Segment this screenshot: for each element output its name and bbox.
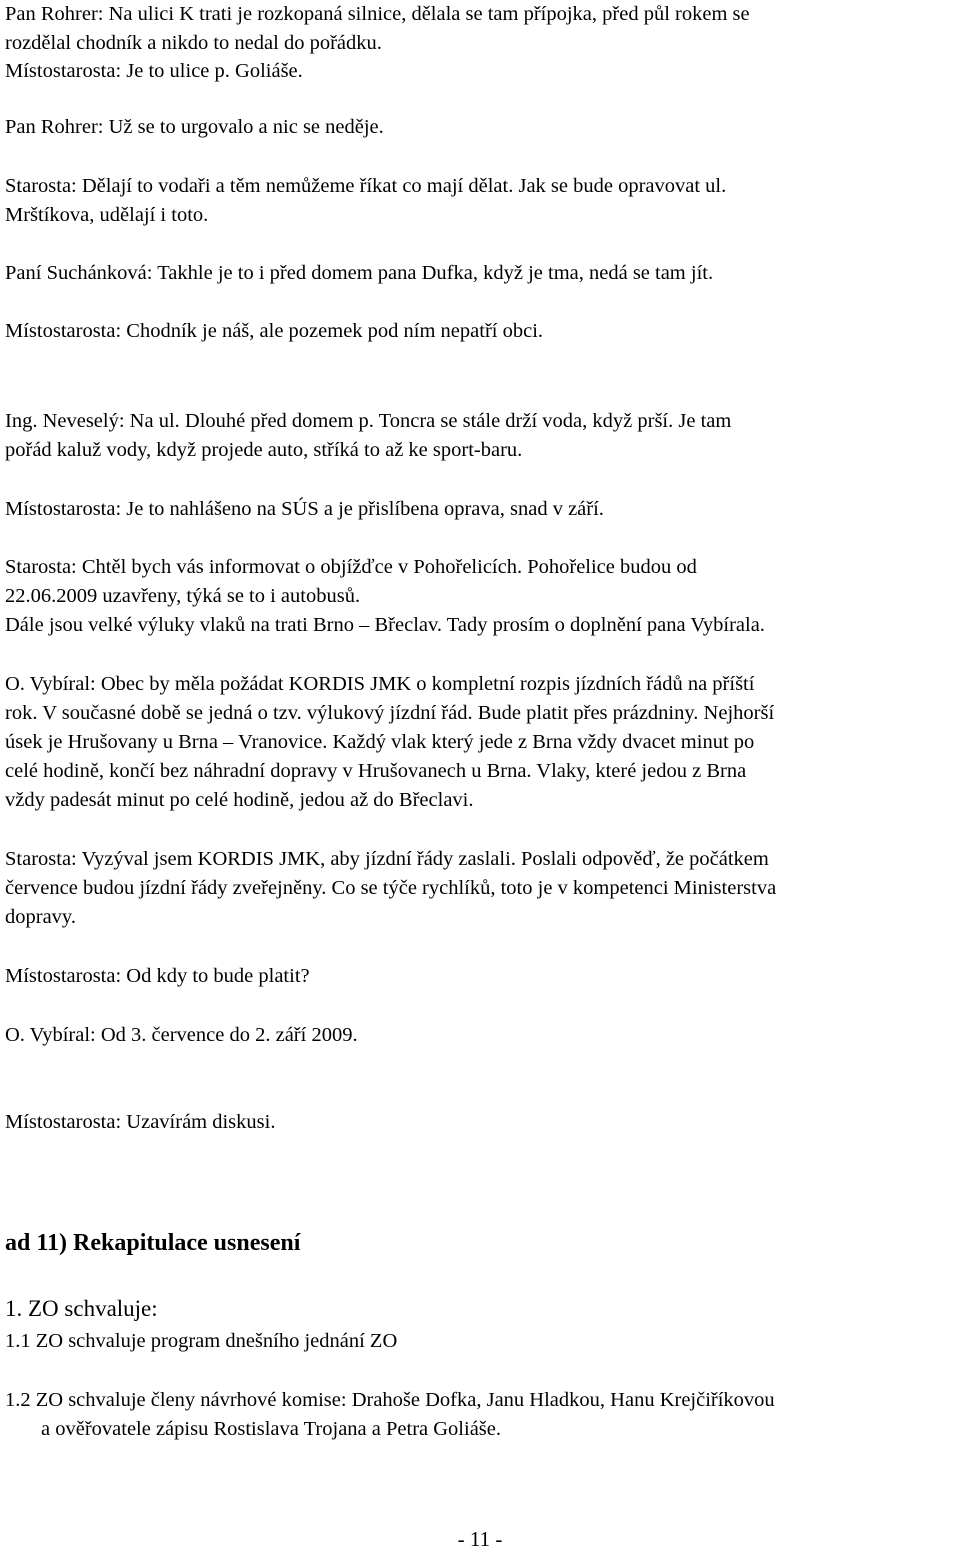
text-line: Místostarosta: Je to nahlášeno na SÚS a je přislíbena oprava, snad v září. [5, 498, 604, 520]
paragraph [5, 407, 731, 465]
resolution-item [5, 1327, 397, 1356]
text-line: Paní Suchánková: Takhle je to i před domem pana Dufka, když je tma, nedá se tam jít. [5, 262, 714, 284]
text-line: O. Vybíral: Obec by měla požádat KORDIS JMK o kompletní rozpis jízdních řádů na příští [5, 673, 755, 695]
paragraph [5, 172, 726, 230]
text-line: úsek je Hrušovany u Brna – Vranovice. Každý vlak který jede z Brna vždy dvacet minut po [5, 731, 755, 753]
paragraph [5, 962, 310, 991]
text-line: Místostarosta: Uzavírám diskusi. [5, 1111, 276, 1133]
paragraph [5, 1021, 358, 1050]
text-line: O. Vybíral: Od 3. července do 2. září 2009. [5, 1024, 358, 1046]
paragraph [5, 670, 774, 815]
paragraph [5, 495, 604, 524]
sub-heading: 1. ZO schvaluje: [5, 1296, 158, 1321]
paragraph [5, 0, 750, 58]
paragraph [5, 57, 303, 86]
section-heading: ad 11) Rekapitulace usnesení [5, 1230, 301, 1256]
text-line: Ing. Neveselý: Na ul. Dlouhé před domem p. Toncra se stále drží voda, když prší. Je tam [5, 410, 732, 432]
text-line: Místostarosta: Od kdy to bude platit? [5, 965, 310, 987]
paragraph [5, 317, 543, 346]
paragraph [5, 845, 776, 932]
text-line: rozdělal chodník a nikdo to nedal do pořádku. [5, 32, 382, 54]
text-line: Místostarosta: Chodník je náš, ale pozemek pod ním nepatří obci. [5, 320, 544, 342]
text-line: celé hodině, končí bez náhradní dopravy v Hrušovanech u Brna. Vlaky, které jedou z Brna [5, 760, 747, 782]
text-line: 1.1 ZO schvaluje program dnešního jednání ZO [5, 1330, 398, 1352]
paragraph [5, 259, 713, 288]
text-line: Místostarosta: Je to ulice p. Goliáše. [5, 60, 303, 82]
page-number: - 11 - [457, 1527, 503, 1551]
text-line: Pan Rohrer: Na ulici K trati je rozkopaná silnice, dělala se tam přípojka, před půl rokem se [5, 3, 750, 25]
text-line: a ověřovatele zápisu Rostislava Trojana a Petra Goliáše. [41, 1418, 501, 1440]
text-line: 1.2 ZO schvaluje členy návrhové komise: Drahoše Dofka, Janu Hladkou, Hanu Krejčiříkovou [5, 1389, 775, 1411]
text-line: pořád kaluž vody, když projede auto, stříká to až ke sport-baru. [5, 439, 523, 461]
paragraph [5, 113, 384, 142]
text-line: Pan Rohrer: Už se to urgovalo a nic se neděje. [5, 116, 384, 138]
text-line: Starosta: Vyzýval jsem KORDIS JMK, aby jízdní řády zaslali. Poslali odpověď, že počátkem [5, 848, 769, 870]
text-line: Starosta: Dělají to vodaři a těm nemůžeme říkat co mají dělat. Jak se bude opravovat ul. [5, 175, 727, 197]
text-line: Starosta: Chtěl bych vás informovat o objížďce v Pohořelicích. Pohořelice budou od [5, 556, 697, 578]
text-line: Dále jsou velké výluky vlaků na trati Brno – Břeclav. Tady prosím o doplnění pana Vybírala. [5, 614, 765, 636]
text-line: rok. V současné době se jedná o tzv. výlukový jízdní řád. Bude platit přes prázdniny. Nejhorší [5, 702, 775, 724]
text-line: 22.06.2009 uzavřeny, týká se to i autobusů. [5, 585, 361, 607]
text-line: Mrštíkova, udělají i toto. [5, 204, 209, 226]
text-line: července budou jízdní řády zveřejněny. Co se týče rychlíků, toto je v kompetenci Ministerstva [5, 877, 777, 899]
resolution-item [5, 1386, 960, 1444]
paragraph [5, 553, 765, 640]
text-line: vždy padesát minut po celé hodině, jedou až do Břeclavi. [5, 789, 474, 811]
text-line: dopravy. [5, 906, 76, 928]
paragraph [5, 1108, 275, 1137]
